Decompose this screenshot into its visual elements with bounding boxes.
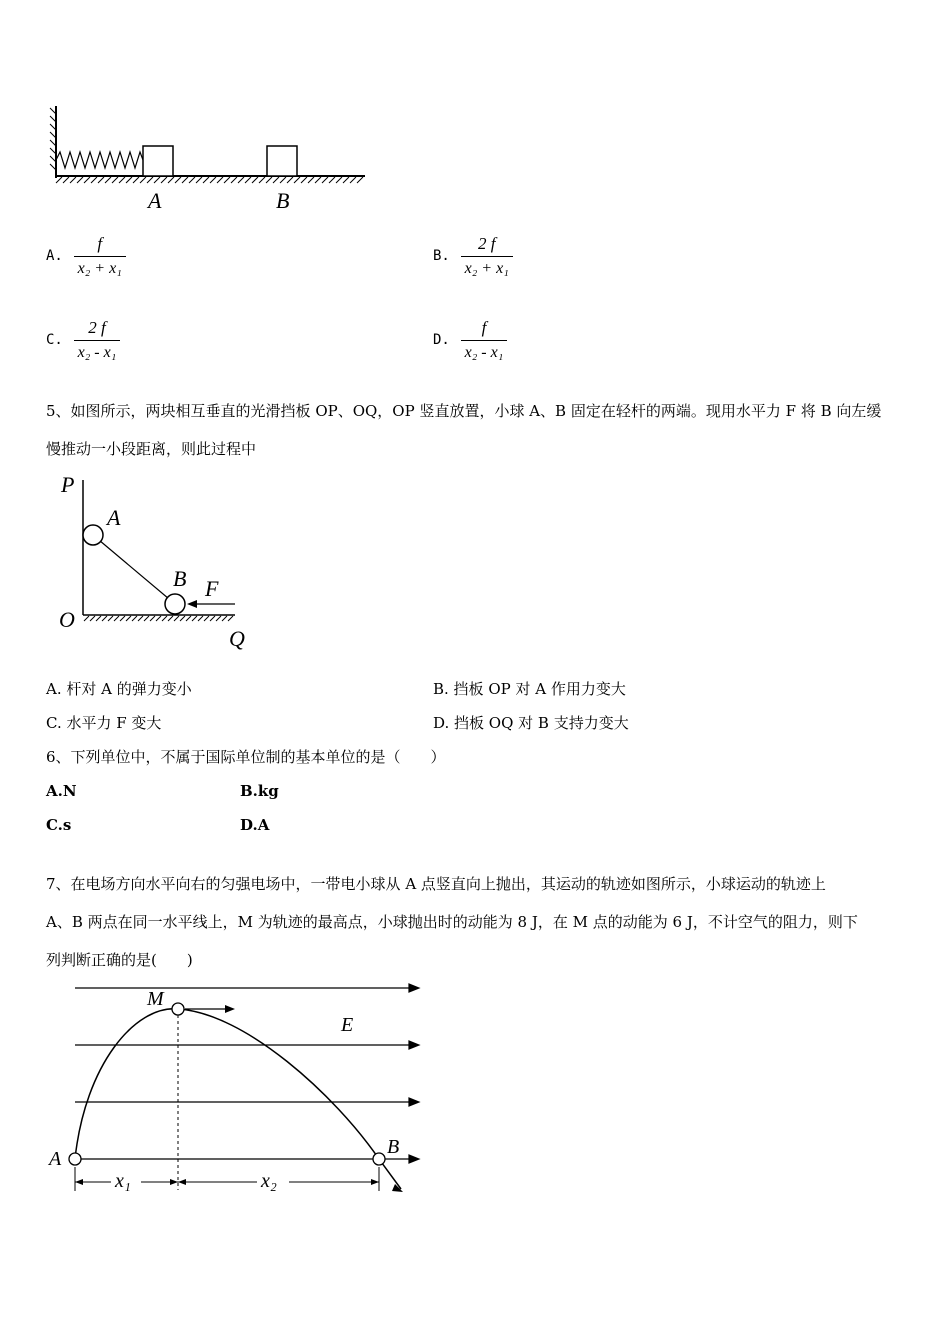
label-p: P (61, 472, 75, 497)
fraction-denominator: x₂ - x₁ (74, 340, 121, 362)
spring-blocks-figure (40, 100, 380, 220)
q6-option-c[interactable]: C.s (46, 816, 72, 834)
q4-option-a[interactable] (46, 234, 126, 278)
label-m: M (147, 988, 164, 1010)
label-b: B (387, 1136, 400, 1158)
label-a: A (107, 505, 121, 530)
fraction-denominator: x₂ - x₁ (461, 340, 508, 362)
q6-stem: 6、下列单位中，不属于国际单位制的基本单位的是（ ） (46, 748, 446, 766)
label-e: E (341, 1014, 354, 1036)
q4-option-c[interactable] (46, 318, 120, 362)
option-letter: A. (46, 248, 63, 264)
label-f: F (205, 576, 219, 601)
label-b: B (173, 566, 187, 591)
label-q: Q (229, 626, 245, 651)
q7-stem-line-3: 列判断正确的是( ) (46, 951, 193, 969)
q7-stem-line-2: A、B 两点在同一水平线上，M 为轨迹的最高点，小球抛出时的动能为 8 J，在 M 点的动能为 6 J，不计空气的阻力，则下 (46, 913, 858, 931)
electric-field-trajectory-figure (45, 975, 430, 1205)
label-x2: x₂ (261, 1170, 277, 1192)
block-b-label: B (276, 188, 290, 213)
option-letter: C. (46, 332, 63, 348)
q4-option-b[interactable] (433, 234, 513, 278)
option-letter: D. (433, 332, 450, 348)
fraction-numerator: f (481, 318, 487, 337)
option-letter: B. (433, 248, 450, 264)
q6-option-b[interactable]: B.kg (240, 782, 279, 800)
fraction-numerator: 2 f (477, 234, 496, 253)
q4-option-d[interactable] (433, 318, 507, 362)
q5-stem-line-1: 5、如图所示，两块相互垂直的光滑挡板 OP、OQ，OP 竖直放置，小球 A、B 固定在轻杆的两端。现用水平力 F 将 B 向左缓 (46, 402, 882, 420)
rod-balls-figure (55, 470, 265, 655)
q5-option-b[interactable]: B. 挡板 OP 对 A 作用力变大 (433, 680, 626, 698)
q6-option-a[interactable]: A.N (46, 782, 77, 800)
block-a-label: A (148, 188, 162, 213)
q5-stem-line-2: 慢推动一小段距离，则此过程中 (46, 440, 257, 458)
label-o: O (59, 607, 75, 632)
q5-option-c[interactable]: C. 水平力 F 变大 (46, 714, 162, 732)
fraction-denominator: x₂ + x₁ (461, 256, 513, 278)
q6-option-d[interactable]: D.A (240, 816, 270, 834)
q5-option-d[interactable]: D. 挡板 OQ 对 B 支持力变大 (433, 714, 629, 732)
fraction-numerator: 2 f (88, 318, 106, 337)
label-a: A (49, 1148, 62, 1170)
label-x1: x₁ (115, 1170, 131, 1192)
q7-stem-line-1: 7、在电场方向水平向右的匀强电场中，一带电小球从 A 点竖直向上抛出，其运动的轨迹如图所示，小球运动的轨迹上 (46, 875, 826, 893)
fraction-denominator: x₂ + x₁ (74, 256, 126, 278)
fraction-numerator: f (97, 234, 103, 253)
q5-option-a[interactable]: A. 杆对 A 的弹力变小 (46, 680, 192, 698)
